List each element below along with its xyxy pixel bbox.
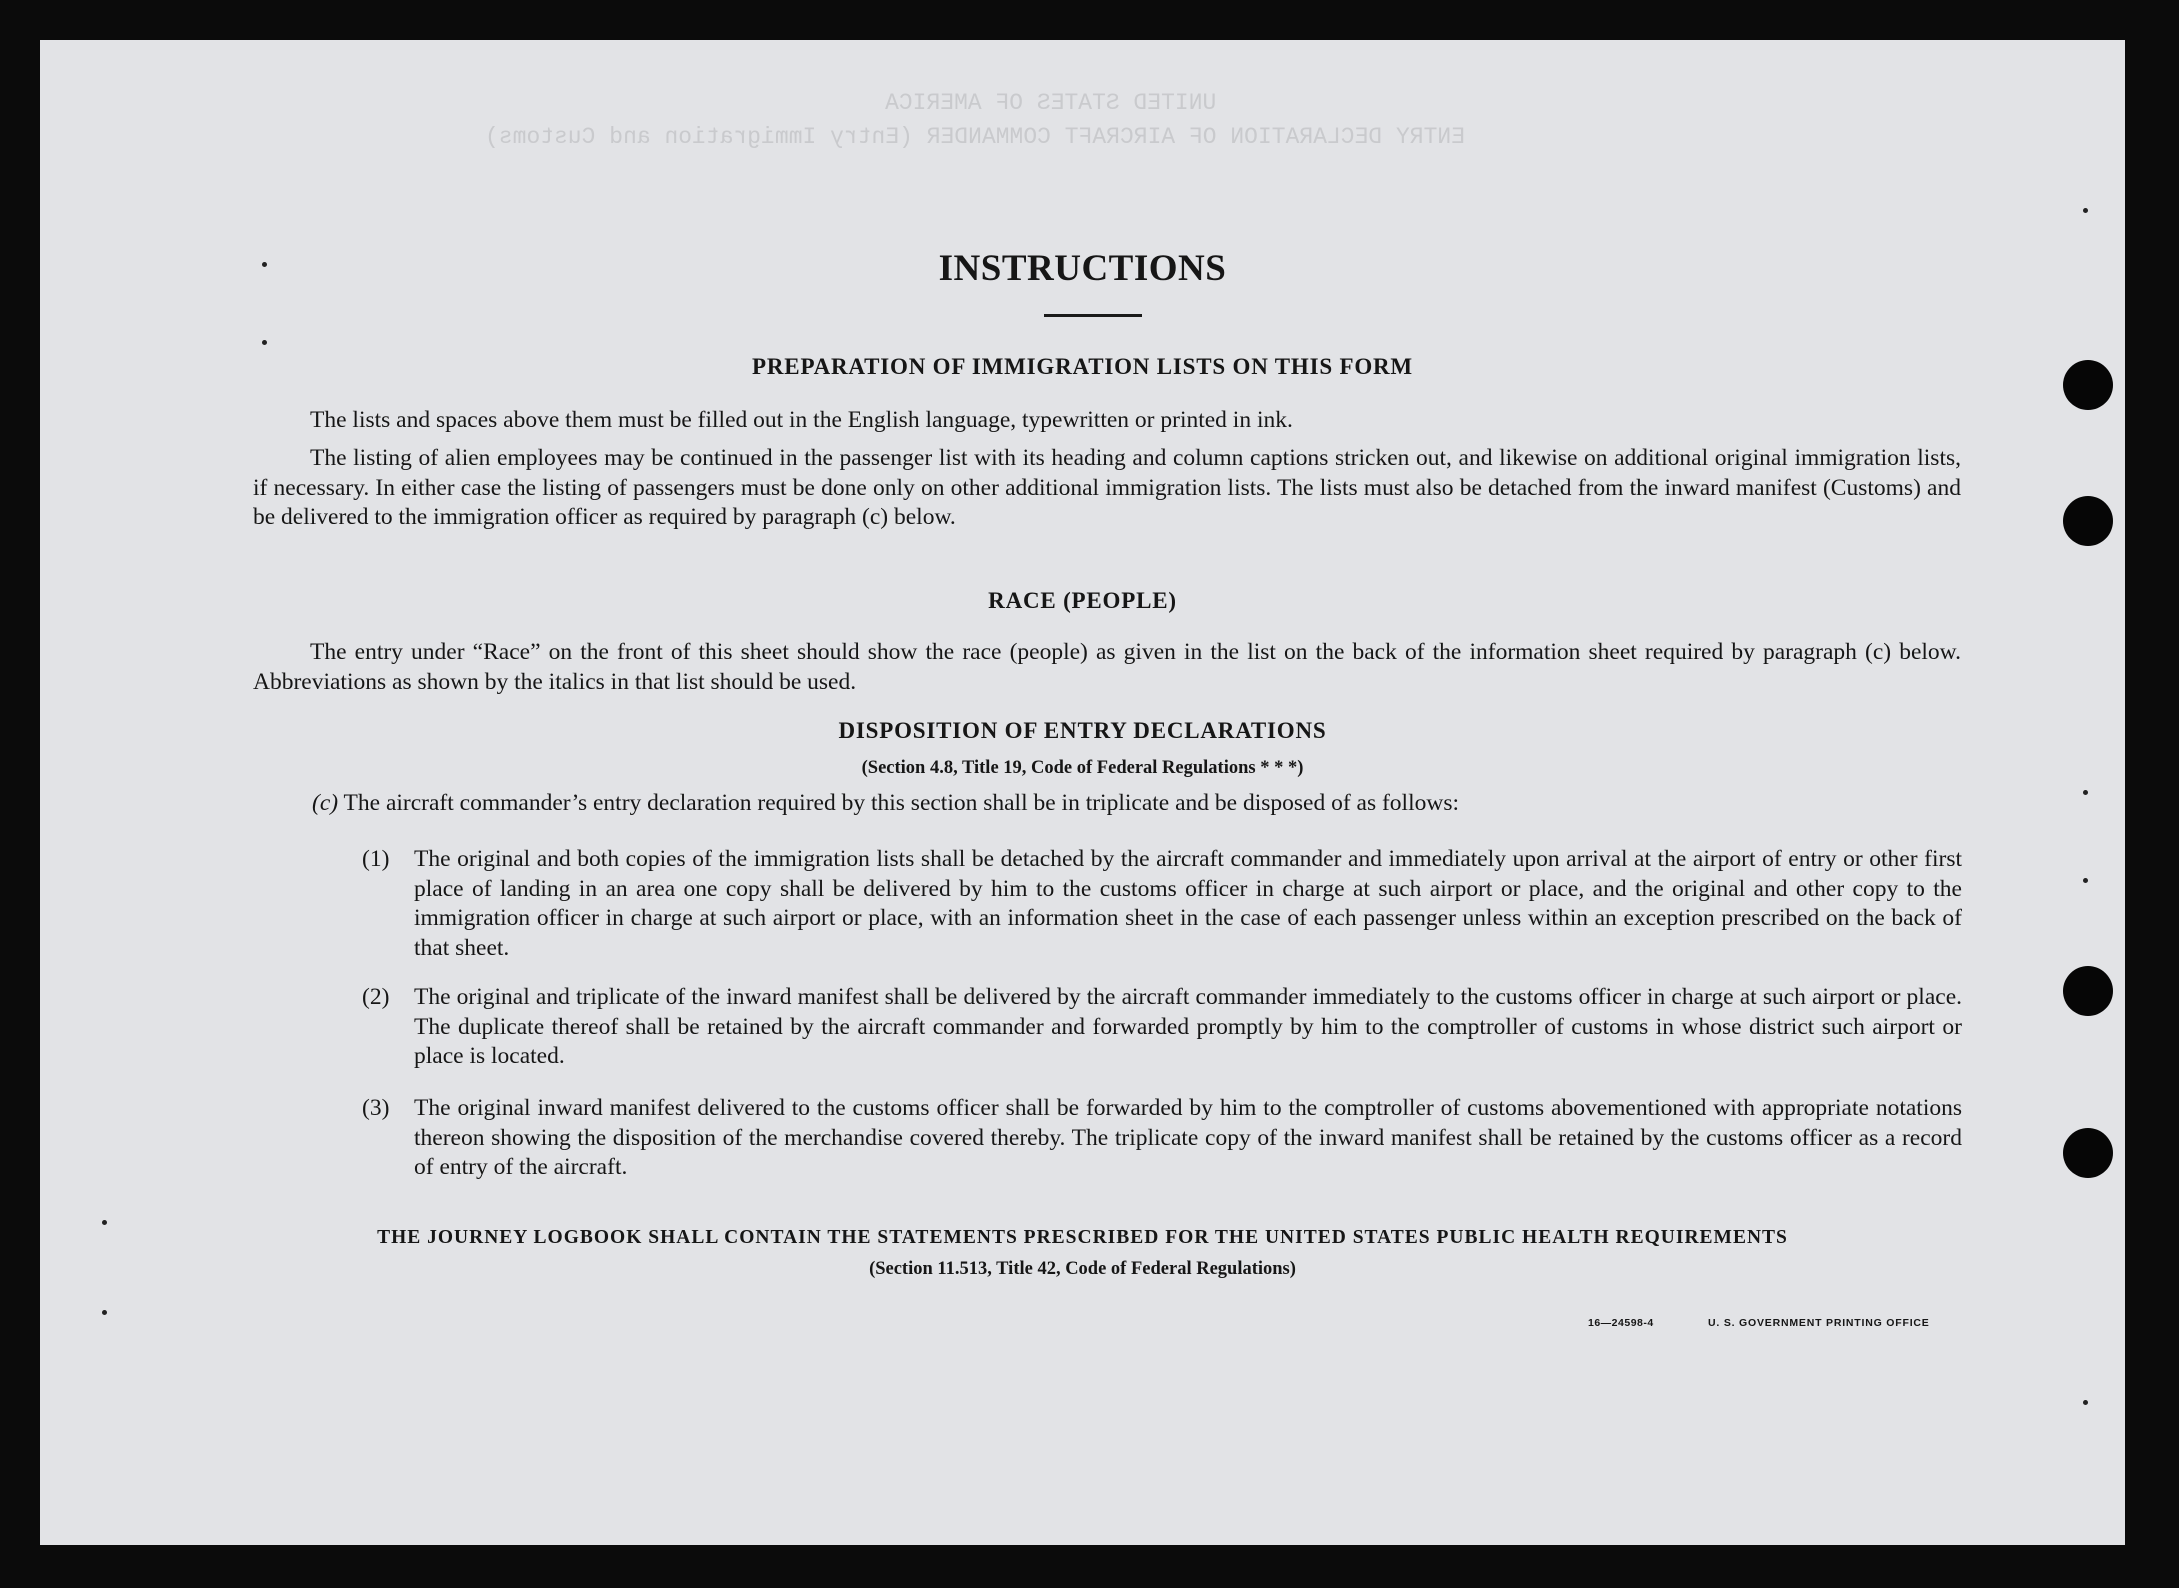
- print-code: 16—24598-4: [1588, 1317, 1654, 1329]
- speck: [102, 1310, 107, 1315]
- item-number: (3): [362, 1095, 390, 1121]
- item-text: The original and triplicate of the inward manifest shall be delivered by the aircraft commander immediately to the customs officer in charge at such airport or place. The duplicate thereof shall be retained by the aircraft commander and forwarded promptly by him to the comptroller of customs in whose district such airport or place is located.: [414, 984, 1962, 1069]
- item-number: (2): [362, 984, 390, 1010]
- intro-text: The aircraft commander’s entry declaration required by this section shall be in triplicate and be disposed of as follows:: [343, 790, 1460, 816]
- speck: [262, 262, 267, 267]
- footer-citation: (Section 11.513, Title 42, Code of Federal Regulations): [869, 1259, 1296, 1279]
- heading-preparation: PREPARATION OF IMMIGRATION LISTS ON THIS FORM: [752, 354, 1413, 379]
- title-underline: [1044, 314, 1142, 317]
- footer-statement: THE JOURNEY LOGBOOK SHALL CONTAIN THE STATEMENTS PRESCRIBED FOR THE UNITED STATES PUBLIC HEALTH REQUIREMENTS: [377, 1227, 1788, 1248]
- page-title: INSTRUCTIONS: [938, 248, 1227, 289]
- bleed-through-line-2: ENTRY DECLARATION OF AIRCRAFT COMMANDER (Entry Immigration and Customs): [485, 124, 1465, 150]
- item-number: (1): [362, 846, 390, 872]
- list-item: [362, 1094, 1962, 1183]
- list-item: [362, 983, 1962, 1072]
- punch-hole: [2063, 966, 2113, 1016]
- punch-hole: [2063, 360, 2113, 410]
- list-item: [362, 845, 1962, 963]
- document-page: [40, 40, 2125, 1545]
- speck: [102, 1220, 107, 1225]
- paragraph-preparation-1: The lists and spaces above them must be filled out in the English language, typewritten or printed in ink.: [310, 407, 1293, 433]
- bleed-through-line-1: UNITED STATES OF AMERICA: [885, 90, 1217, 116]
- speck: [262, 340, 267, 345]
- disposition-citation: (Section 4.8, Title 19, Code of Federal Regulations * * *): [861, 758, 1304, 778]
- speck: [2083, 878, 2088, 883]
- paragraph-race: The entry under “Race” on the front of this sheet should show the race (people) as given in the list on the back of the information sheet required by paragraph (c) below. Abbreviations as shown by the italics in that list should be used.: [253, 639, 1961, 695]
- printer-imprint: U. S. GOVERNMENT PRINTING OFFICE: [1708, 1317, 1930, 1329]
- speck: [2083, 208, 2088, 213]
- speck: [2083, 1400, 2088, 1405]
- punch-hole: [2063, 496, 2113, 546]
- heading-disposition: DISPOSITION OF ENTRY DECLARATIONS: [838, 718, 1327, 743]
- speck: [2083, 790, 2088, 795]
- intro-label: (c): [312, 790, 339, 816]
- item-text: The original inward manifest delivered to the customs officer shall be forwarded by him to the comptroller of customs abovementioned with appropriate notations thereon showing the disposition of the merchandise covered thereby. The triplicate copy of the inward manifest shall be retained by the customs officer as a record of entry of the aircraft.: [414, 1095, 1962, 1180]
- item-text: The original and both copies of the immigration lists shall be detached by the aircraft commander and immediately upon arrival at the airport of entry or other first place of landing in an area one copy shall be delivered by him to the customs officer in charge at such airport or place, and the original and other copy to the immigration officer in charge at such airport or place, with an information sheet in the case of each passenger unless within an exception prescribed on the back of that sheet.: [414, 846, 1962, 961]
- heading-race: RACE (PEOPLE): [988, 588, 1177, 613]
- paragraph-preparation-2: The listing of alien employees may be continued in the passenger list with its heading and column captions stricken out, and likewise on additional original immigration lists, if necessary. In either case the listing of passengers must be done only on other additional immigration lists. The lists must also be detached from the inward manifest (Customs) and be delivered to the immigration officer as required by paragraph (c) below.: [253, 445, 1961, 530]
- punch-hole: [2063, 1128, 2113, 1178]
- disposition-intro: [312, 789, 1962, 819]
